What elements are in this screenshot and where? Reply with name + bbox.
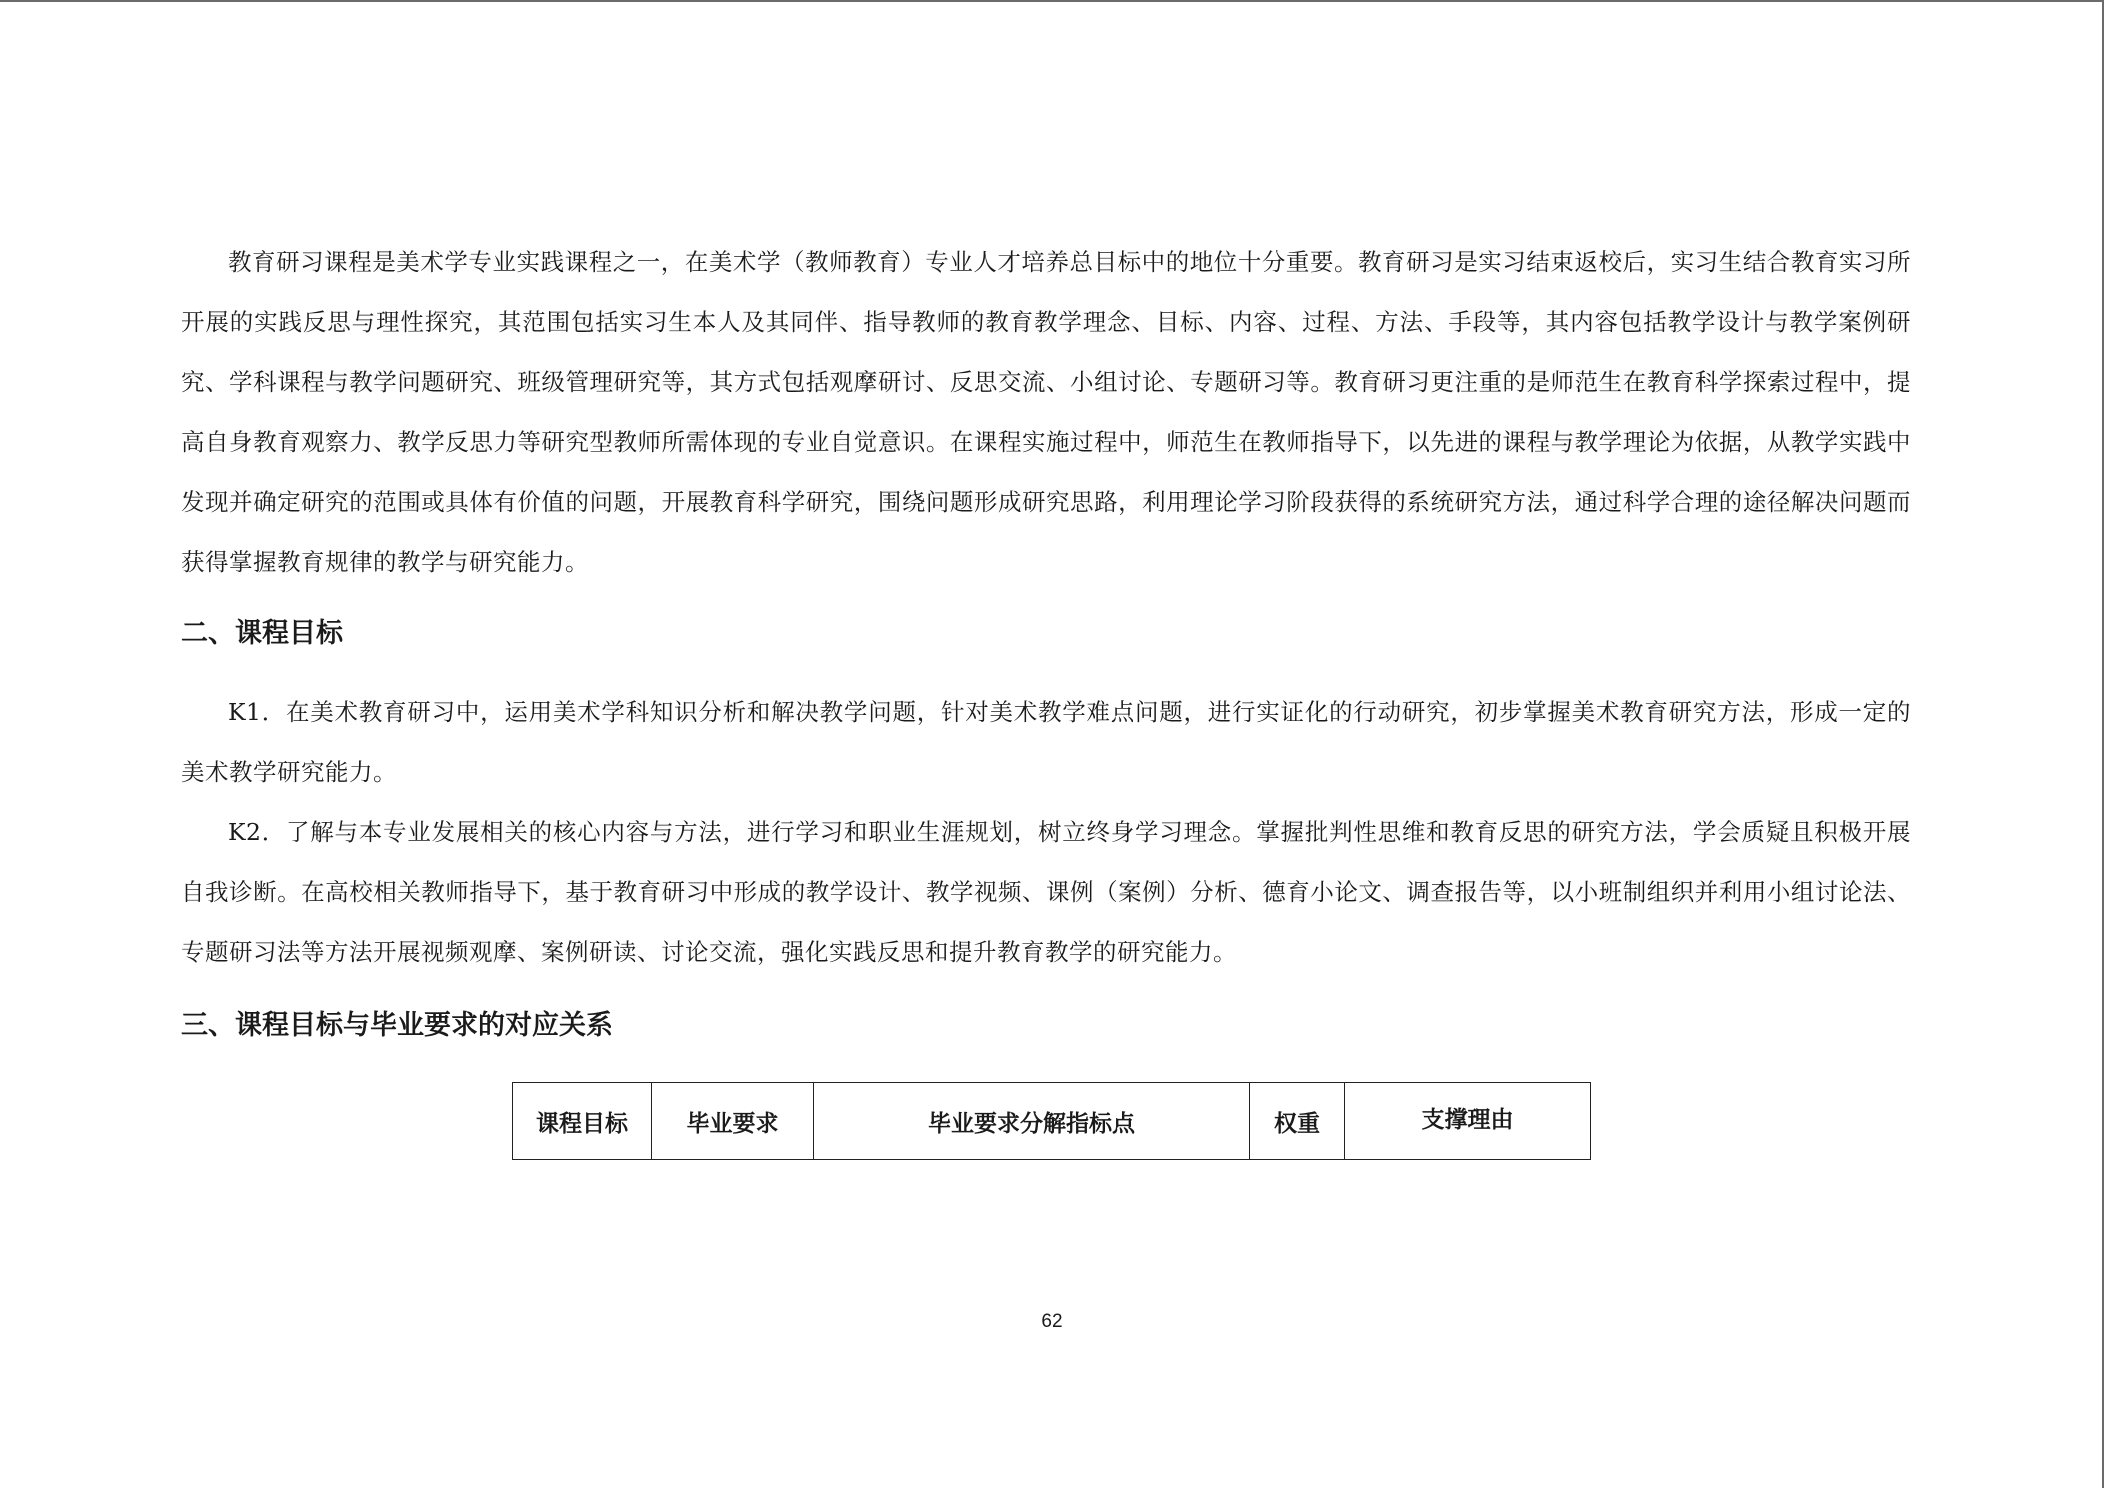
document-body — [181, 232, 1911, 1046]
intro-paragraph: 教育研习课程是美术学专业实践课程之一，在美术学（教师教育）专业人才培养总目标中的地位十分重要。教育研习是实习结束返校后，实习生结合教育实习所开展的实践反思与理性探究，其范围包括实习生本人及其同伴、指导教师的教育教学理念、目标、内容、过程、方法、手段等，其内容包括教学设计与教学案例研究、学科课程与教学问题研究、班级管理研究等，其方式包括观摩研讨、反思交流、小组讨论、专题研习等。教育研习更注重的是师范生在教育科学探索过程中，提高自身教育观察力、教学反思力等研究型教师所需体现的专业自觉意识。在课程实施过程中，师范生在教师指导下，以先进的课程与教学理论为依据，从教学实践中发现并确定研究的范围或具体有价值的问题，开展教育科学研究，围绕问题形成研究思路，利用理论学习阶段获得的系统研究方法，通过科学合理的途径解决问题而获得掌握教育规律的教学与研究能力。 — [181, 248, 1911, 576]
section-heading-course-goals: 二、课程目标 — [181, 618, 343, 649]
table-header-row — [513, 1083, 1591, 1160]
page-number: 62 — [1041, 1311, 1063, 1332]
table-header-support-reason-label: 支撑理由 — [1421, 1106, 1514, 1133]
goal-requirement-table — [512, 1082, 1591, 1160]
section-heading-goal-requirement-mapping: 三、课程目标与毕业要求的对应关系 — [181, 1010, 613, 1041]
table-header-weight: 权重 — [1250, 1083, 1345, 1160]
goal-k2-paragraph: K2．了解与本专业发展相关的核心内容与方法，进行学习和职业生涯规划，树立终身学习理念。掌握批判性思维和教育反思的研究方法，学会质疑且积极开展自我诊断。在高校相关教师指导下，基于教育研习中形成的教学设计、教学视频、课例（案例）分析、德育小论文、调查报告等，以小班制组织并利用小组讨论法、专题研习法等方法开展视频观摩、案例研读、讨论交流，强化实践反思和提升教育教学的研究能力。 — [181, 818, 1911, 966]
table-header-graduation-requirement: 毕业要求 — [652, 1083, 814, 1160]
table-header-course-goal: 课程目标 — [513, 1083, 652, 1160]
goal-k1-paragraph: K1．在美术教育研习中，运用美术学科知识分析和解决教学问题，针对美术教学难点问题，进行实证化的行动研究，初步掌握美术教育研究方法，形成一定的美术教学研究能力。 — [181, 698, 1911, 786]
table-header-support-reason — [1345, 1083, 1591, 1160]
table-header-indicator-points: 毕业要求分解指标点 — [814, 1083, 1250, 1160]
